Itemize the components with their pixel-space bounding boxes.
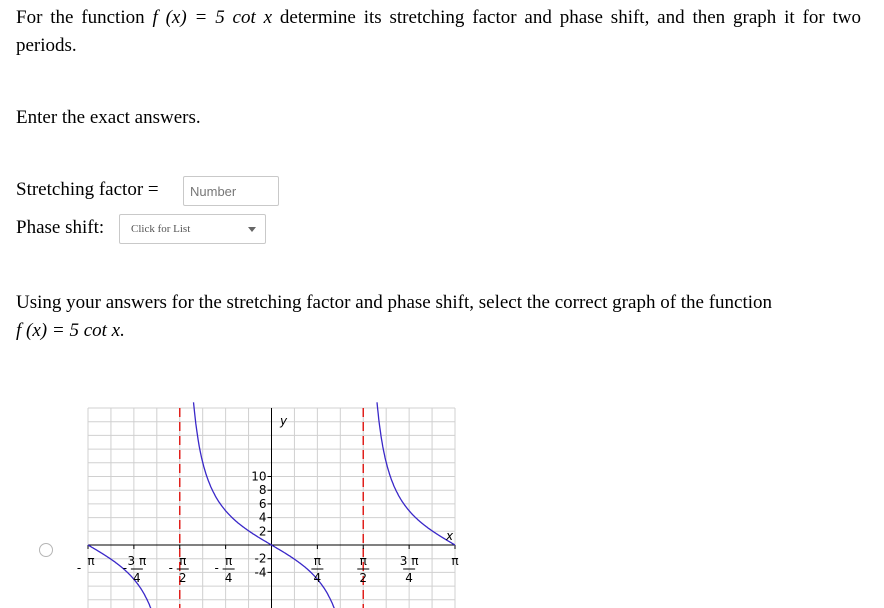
y-tick-label: 8 bbox=[258, 483, 267, 498]
stretching-factor-label: Stretching factor = bbox=[16, 179, 159, 200]
question-function: f (x) = 5 cot x bbox=[152, 7, 273, 28]
graph-prompt-function: f (x) = 5 cot x. bbox=[16, 320, 125, 341]
phase-shift-select[interactable] bbox=[119, 214, 266, 244]
x-tick-numerator: π bbox=[451, 554, 459, 568]
y-tick-label: 2 bbox=[258, 524, 267, 539]
y-tick-label: -2 bbox=[254, 551, 267, 566]
stretching-factor-input[interactable] bbox=[183, 176, 279, 206]
y-tick-label: 6 bbox=[258, 496, 267, 511]
graph-prompt-text: Using your answers for the stretching factor and phase shift, select the correct graph of the function bbox=[16, 292, 773, 313]
x-tick-sign: - bbox=[122, 561, 128, 575]
x-tick-denominator: 4 bbox=[313, 571, 322, 585]
chevron-down-icon bbox=[248, 227, 256, 232]
x-tick-sign: - bbox=[214, 561, 219, 575]
x-tick-denominator: 2 bbox=[178, 571, 187, 585]
x-tick-denominator: 2 bbox=[359, 571, 368, 585]
x-tick-numerator: π bbox=[179, 554, 187, 568]
graph-option-radio[interactable] bbox=[39, 543, 53, 557]
y-tick-label: -4 bbox=[254, 565, 267, 580]
question-intro: For the function bbox=[16, 7, 145, 28]
x-tick-numerator: π bbox=[87, 554, 95, 568]
x-tick-numerator: 3 π bbox=[399, 554, 419, 568]
y-tick-label: 4 bbox=[258, 510, 267, 525]
x-tick-numerator: π bbox=[313, 554, 321, 568]
x-axis-label: x bbox=[446, 529, 454, 543]
graph-axes bbox=[88, 408, 455, 608]
x-tick-numerator: 3 π bbox=[127, 554, 147, 568]
x-tick-denominator: 4 bbox=[224, 571, 233, 585]
graph-prompt bbox=[16, 289, 861, 345]
phase-shift-selected-value: Click for List bbox=[131, 223, 191, 235]
x-tick-numerator: π bbox=[359, 554, 367, 568]
y-axis-label: y bbox=[280, 414, 288, 428]
x-tick-sign: - bbox=[168, 561, 173, 575]
graph-option-plot[interactable] bbox=[70, 398, 470, 608]
y-tick-label: 10 bbox=[251, 469, 267, 484]
x-tick-numerator: π bbox=[225, 554, 233, 568]
x-tick-sign: - bbox=[76, 561, 82, 575]
x-tick-denominator: 4 bbox=[405, 571, 413, 585]
question-intro-rest: determine its stretching factor and phase shift, and then graph it for two periods. bbox=[16, 7, 862, 56]
curve-branch bbox=[377, 402, 455, 545]
phase-shift-label: Phase shift: bbox=[16, 217, 105, 238]
x-tick-denominator: 4 bbox=[133, 571, 141, 585]
question-text bbox=[16, 4, 861, 60]
instruction-text: Enter the exact answers. bbox=[16, 107, 201, 128]
